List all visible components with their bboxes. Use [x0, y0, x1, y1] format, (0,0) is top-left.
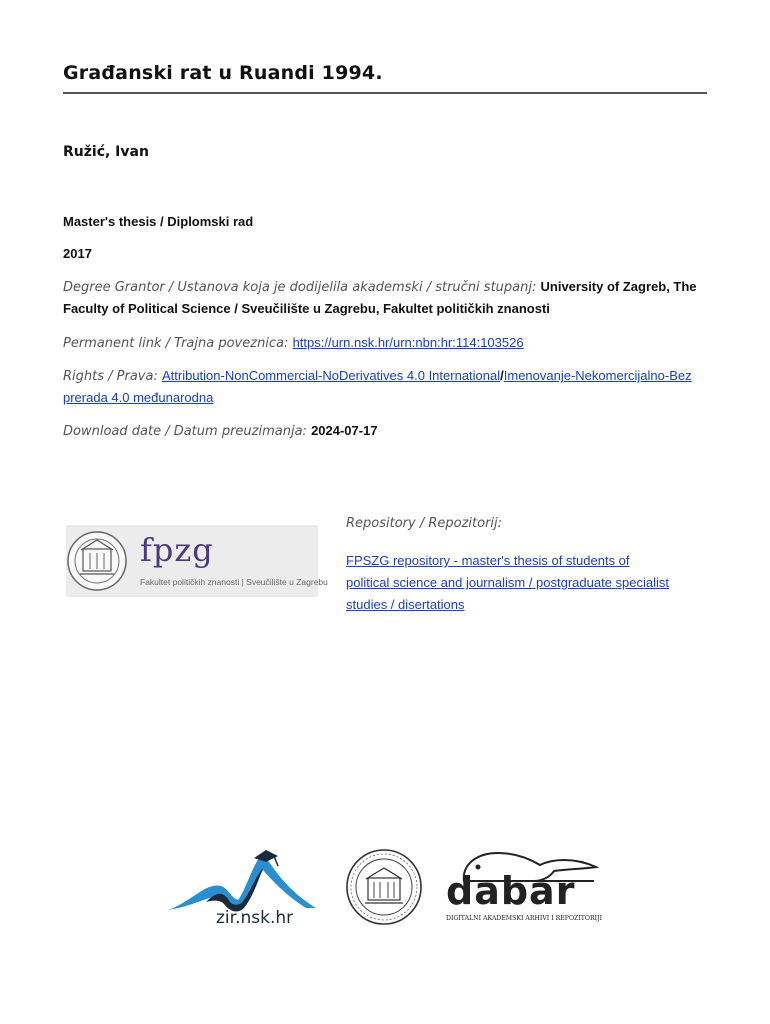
- dabar-wordmark: dabar: [446, 869, 576, 913]
- author-name: Ružić, Ivan: [63, 144, 149, 160]
- fpzg-wordmark: fpzg: [140, 531, 214, 569]
- rights: [63, 365, 713, 409]
- degree-grantor-label: Degree Grantor / Ustanova koja je dodijelila akademski / stručni stupanj:: [63, 280, 537, 295]
- permanent-link-label: Permanent link / Trajna poveznica:: [63, 336, 289, 351]
- repository-link[interactable]: FPSZG repository - master's thesis of students of political science and journalism / postgraduate specialist studies / disertations: [346, 553, 670, 612]
- permanent-link-url[interactable]: https://urn.nsk.hr/urn:nbn:hr:114:103526: [292, 335, 524, 350]
- zir-logo: [166, 842, 346, 932]
- download-date-value: 2024-07-17: [311, 423, 378, 438]
- download-date: [63, 420, 713, 442]
- university-zagreb-seal-icon: [345, 848, 423, 926]
- dabar-logo: [444, 845, 604, 927]
- rights-label: Rights / Prava:: [63, 369, 158, 384]
- license-separator: /: [500, 368, 504, 383]
- dabar-caption: DIGITALNI AKADEMSKI ARHIVI I REPOZITORIJI: [446, 915, 603, 922]
- permanent-link: [63, 332, 713, 354]
- license-link-hr[interactable]: Imenovanje-Nekomercijalno-Bez prerada 4.0 međunarodna: [63, 368, 692, 405]
- license-link-en[interactable]: Attribution-NonCommercial-NoDerivatives 4.0 International: [161, 368, 501, 383]
- thesis-year: 2017: [63, 246, 92, 261]
- title-divider: [63, 92, 707, 94]
- fpzg-caption: Fakultet političkih znanosti | Sveučilište u Zagrebu: [140, 577, 328, 587]
- degree-grantor: [63, 276, 713, 320]
- repository-label: Repository / Repozitorij:: [346, 516, 503, 531]
- repository-link-block: [346, 550, 676, 616]
- zir-text: zir.nsk.hr: [216, 908, 294, 928]
- degree-grantor-value: University of Zagreb, The Faculty of Political Science / Sveučilište u Zagrebu, Fakultet političkih znanosti: [63, 279, 697, 316]
- thesis-type: Master's thesis / Diplomski rad: [63, 214, 254, 229]
- document-title: Građanski rat u Ruandi 1994.: [63, 62, 383, 84]
- download-date-label: Download date / Datum preuzimanja:: [63, 424, 307, 439]
- fpzg-logo: [66, 525, 328, 597]
